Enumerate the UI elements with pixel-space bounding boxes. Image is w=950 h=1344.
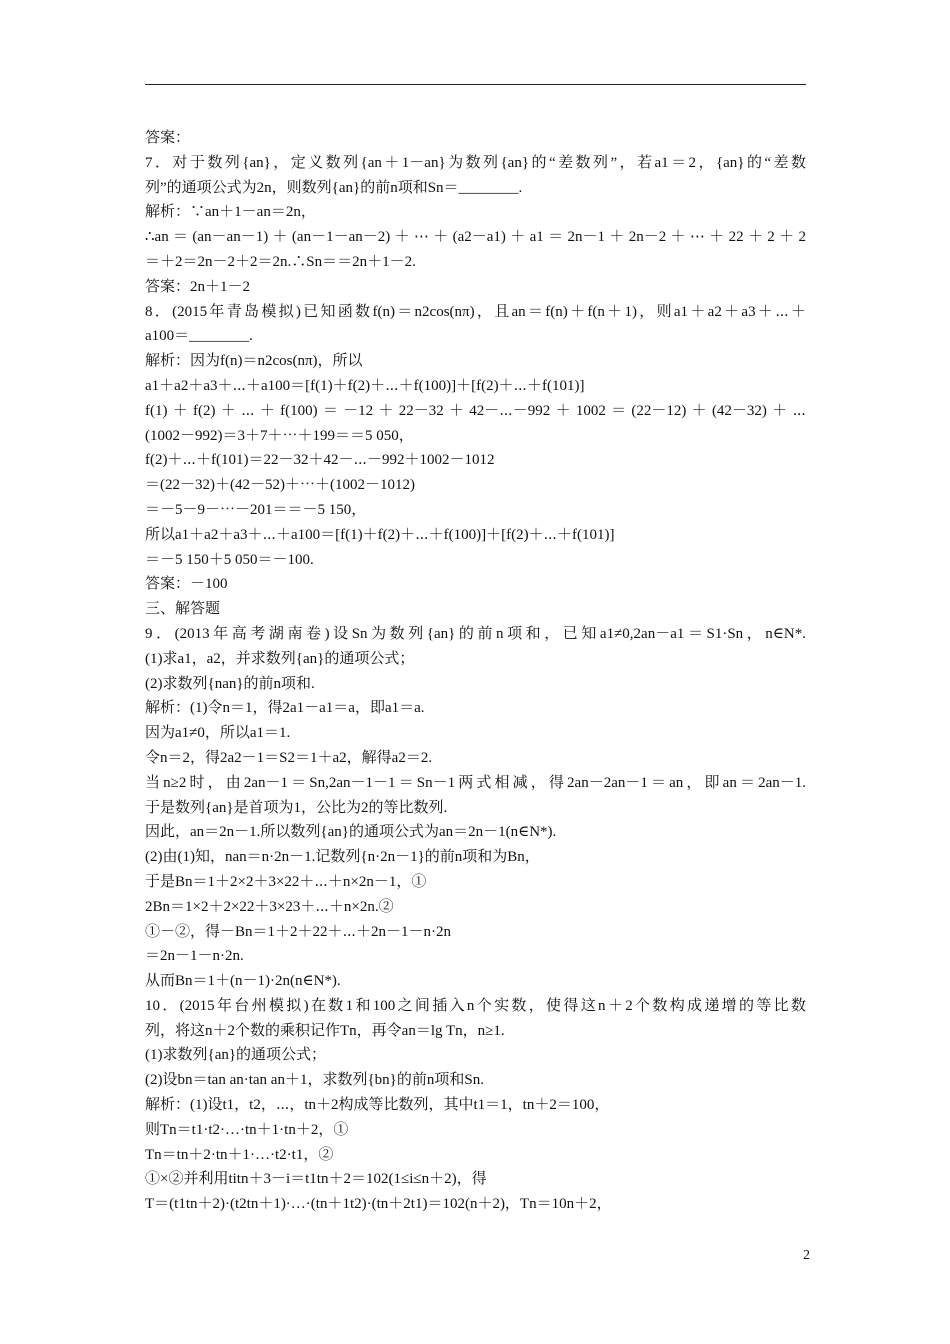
- text-line: 列”的通项公式为2n，则数列{an}的前n项和Sn＝________.: [145, 179, 523, 196]
- text-line: 因此，an＝2n－1.所以数列{an}的通项公式为an＝2n－1(n∈N*).: [145, 824, 557, 841]
- text-line: 7．对于数列{an}，定义数列{an＋1－an}为数列{an}的“差数列”，若a1＝2，{an}的“差数: [145, 154, 806, 171]
- text-line: (1)求a1，a2，并求数列{an}的通项公式；: [145, 650, 415, 667]
- text-line: (2)求数列{nan}的前n项和.: [145, 675, 315, 692]
- page-number: 2: [803, 1248, 810, 1263]
- text-line: 所以a1＋a2＋a3＋⋯＋a100＝[f(1)＋f(2)＋⋯＋f(100)]＋[f(2)＋⋯＋f(101)]: [145, 526, 615, 543]
- text-line: 从而Bn＝1＋(n－1)·2n(n∈N*).: [145, 973, 341, 990]
- text-line: ∴an＝(an－an－1)＋(an－1－an－2)＋⋯＋(a2－a1)＋a1＝2n－1＋2n－2＋⋯＋22＋2＋2: [145, 229, 806, 246]
- text-line: (1)求数列{an}的通项公式；: [145, 1047, 327, 1064]
- text-line: 令n＝2，得2a2－1＝S2＝1＋a2，解得a2＝2.: [145, 749, 433, 766]
- text-line: 于是Bn＝1＋2×2＋3×22＋⋯＋n×2n－1，①: [145, 873, 427, 890]
- text-line: 解析：(1)令n＝1，得2a1－a1＝a，即a1＝a.: [145, 700, 425, 717]
- document-body: [145, 126, 806, 1217]
- text-line: 解析：∵an＋1－an＝2n，: [145, 204, 316, 221]
- text-line: 解析：(1)设t1，t2，⋯，tn＋2构成等比数列，其中t1＝1，tn＋2＝100，: [145, 1097, 610, 1114]
- text-line: 答案：: [145, 130, 191, 146]
- text-line: f(2)＋⋯＋f(101)＝22－32＋42－⋯－992＋1002－1012: [145, 452, 495, 469]
- text-line: 列，将这n＋2个数的乘积记作Tn，再令an＝lg Tn，n≥1.: [145, 1022, 505, 1039]
- text-line: ①×②并利用titn＋3－i＝t1tn＋2＝102(1≤i≤n＋2)，得: [145, 1171, 487, 1188]
- text-line: 于是数列{an}是首项为1，公比为2的等比数列.: [145, 799, 448, 816]
- text-line: 答案：－100: [145, 576, 228, 593]
- text-line: (2)设bn＝tan an·tan an＋1，求数列{bn}的前n项和Sn.: [145, 1072, 484, 1089]
- text-line: T＝(t1tn＋2)·(t2tn＋1)·…·(tn＋1t2)·(tn＋2t1)＝102(n＋2)，Tn＝10n＋2，: [145, 1196, 612, 1213]
- text-line: 则Tn＝t1·t2·…·tn＋1·tn＋2，①: [145, 1121, 349, 1138]
- text-line: 当n≥2时，由2an－1＝Sn,2an－1－1＝Sn－1两式相减，得2an－2an－1＝an，即an＝2an－1.: [145, 774, 806, 791]
- text-line: ＝2n－1－n·2n.: [145, 948, 244, 965]
- text-line: Tn＝tn＋2·tn＋1·…·t2·t1，②: [145, 1146, 334, 1163]
- text-line: 8．(2015年青岛模拟)已知函数f(n)＝n2cos(nπ)，且an＝f(n)＋f(n＋1)，则a1＋a2＋a3＋⋯＋: [145, 303, 806, 320]
- text-line: ＝－5－9－⋯－201＝＝－5 150，: [145, 501, 367, 518]
- text-line: ＝＋2＝2n－2＋2＝2n.∴Sn＝＝2n＋1－2.: [145, 253, 416, 270]
- text-line: 解析：因为f(n)＝n2cos(nπ)，所以: [145, 353, 363, 370]
- text-line: 2Bn＝1×2＋2×22＋3×23＋⋯＋n×2n.②: [145, 898, 394, 915]
- header-rule: [145, 84, 806, 85]
- text-line: (2)由(1)知，nan＝n·2n－1.记数列{n·2n－1}的前n项和为Bn，: [145, 849, 540, 866]
- text-line: 答案：2n＋1－2: [145, 278, 251, 295]
- text-line: a1＋a2＋a3＋⋯＋a100＝[f(1)＋f(2)＋⋯＋f(100)]＋[f(2)＋⋯＋f(101)]: [145, 377, 585, 394]
- text-line: (1002－992)＝3＋7＋⋯＋199＝＝5 050，: [145, 427, 414, 444]
- text-line: 因为a1≠0，所以a1＝1.: [145, 725, 291, 742]
- text-line: 10．(2015年台州模拟)在数1和100之间插入n个实数，使得这n＋2个数构成递增的等比数: [145, 997, 806, 1014]
- text-line: f(1)＋f(2)＋⋯＋f(100)＝－12＋22－32＋42－⋯－992＋1002＝(22－12)＋(42－32)＋⋯: [145, 402, 806, 419]
- text-line: ①－②，得－Bn＝1＋2＋22＋⋯＋2n－1－n·2n: [145, 923, 452, 940]
- text-line: 9．(2013年高考湖南卷)设Sn为数列{an}的前n项和，已知a1≠0,2an－a1＝S1·Sn，n∈N*.: [145, 625, 806, 642]
- text-line: a100＝________.: [145, 328, 253, 345]
- text-line: ＝(22－32)＋(42－52)＋⋯＋(1002－1012): [145, 477, 415, 494]
- section-heading: 三、解答题: [145, 601, 221, 618]
- text-line: ＝－5 150＋5 050＝－100.: [145, 551, 314, 568]
